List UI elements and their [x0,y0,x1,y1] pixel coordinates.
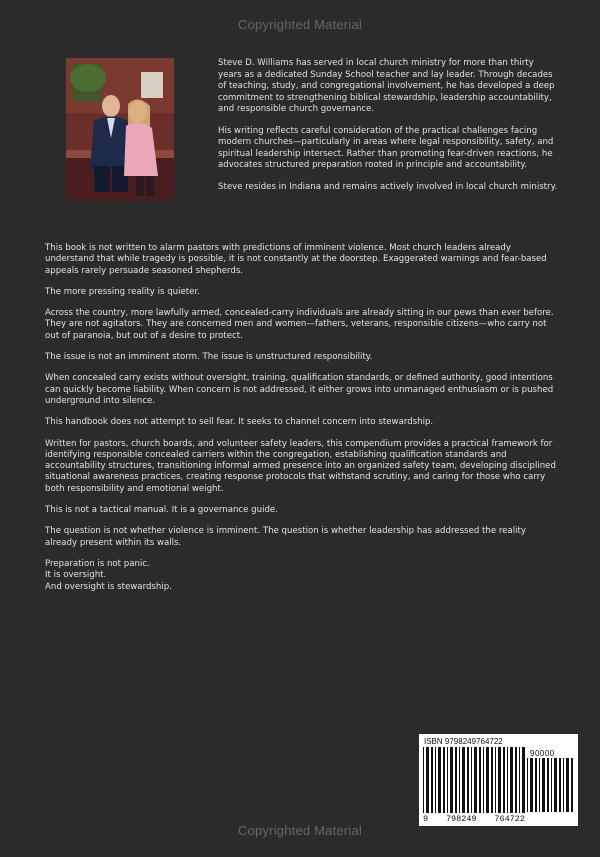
barcode-bar [530,758,533,812]
description-paragraph: When concealed carry exists without oversight, training, qualification standards, or defined authority, good intentions can quickly become liability. When concern is not addressed, it either grows into unmanaged enthusiasm or is pushed underground into silence. [45,373,554,406]
isbn-barcode [419,734,578,826]
barcode-bar [443,747,445,813]
description-paragraph: The question is not whether violence is imminent. The question is whether leadership has addressed the reality already present within its walls. [45,526,526,548]
barcode-bar [519,747,520,813]
barcode-bar [515,747,517,813]
description-paragraph: This is not a tactical manual. It is a governance guide. [45,505,278,516]
barcode-bar [522,747,525,813]
barcode-bar [447,747,448,813]
barcode-bar [474,747,477,813]
barcode-bar [551,758,552,812]
barcode-bar [450,747,453,813]
author-bio-paragraph: Steve D. Williams has served in local church ministry for more than thirty years as a dedicated Sunday School teacher and lay leader. Through decades of teaching, study, and congregational involvement, he has developed a deep commitment to strengthening biblical stewardship, leadership accountability, and responsible church governance. [218,58,555,114]
barcode-bar [547,758,549,812]
closing-lines [45,559,560,593]
description-paragraph: The issue is not an imminent storm. The issue is unstructured responsibility. [45,352,373,363]
barcode-bar [542,758,545,812]
addon-barcode-bars-icon [527,758,573,812]
author-bio-paragraph: Steve resides in Indiana and remains actively involved in local church ministry. [218,181,558,192]
description-paragraph: This handbook does not attempt to sell fear. It seeks to channel concern into stewardship. [45,417,434,428]
barcode-bar [510,747,513,813]
author-photo-image [66,58,174,201]
barcode-bar [495,747,496,813]
author-bio [218,58,558,203]
author-photo [66,58,174,201]
barcode-bar [486,747,489,813]
description-paragraph: Across the country, more lawfully armed, concealed-carry individuals are already sitting in our pews than ever before. They are not agitators. They are concerned men and women—fathers, veterans, responsible citizens—who carry not out of paranoia, but out of a desire to protect. [45,308,554,341]
barcode-bar [455,747,457,813]
barcode-bar [571,758,573,812]
description-paragraph: The more pressing reality is quieter. [45,286,200,297]
description-paragraph: This book is not written to alarm pastors with predictions of imminent violence. Most church leaders already understand that while tragedy is possible, it is not constantly at the doorstep. Exaggerated warnings and fear-based appeals rarely persuade seasoned shepherds. [45,243,547,276]
barcode-digit-group: 798249 [445,814,477,824]
barcode-digit-group: 9 [423,814,429,824]
description-paragraph: Written for pastors, church boards, and volunteer safety leaders, this compendium provides a practical framework for identifying responsible concealed carriers within the congregation, establishing qualification standards and accountability structures, transitioning informal armed presence into an organized safety team, developing disciplined situational awareness practices, creating response protocols that withstand scrutiny, and caring for those who carry both responsibility and emotional weight. [45,438,556,494]
barcode-bars-icon [423,747,525,813]
closing-line: And oversight is stewardship. [45,581,172,592]
book-description [45,243,560,593]
barcode-bar [539,758,540,812]
barcode-bar [479,747,481,813]
barcode-bar [471,747,472,813]
barcode-bar [423,747,424,813]
barcode-bar [467,747,469,813]
closing-line: It is oversight. [45,570,107,581]
barcode-bar [459,747,460,813]
barcode-bar [554,758,557,812]
barcode-bar [483,747,484,813]
barcode-bar [431,747,433,813]
barcode-digit-group: 764722 [494,814,525,824]
barcode-bar [426,747,429,813]
barcode-bar [438,747,441,813]
barcode-bar [535,758,537,812]
closing-line: Preparation is not panic. [45,558,150,569]
barcode-bar [503,747,505,813]
barcode-bar [435,747,436,813]
barcode-bar [462,747,465,813]
watermark-top: Copyrighted Material [238,17,362,32]
barcode-bar [559,758,561,812]
barcode-bar [507,747,508,813]
watermark-bottom: Copyrighted Material [238,823,362,838]
price-code: 90000 [530,749,555,758]
barcode-bar [491,747,493,813]
barcode-bar [498,747,501,813]
barcode-bar [527,758,528,812]
author-bio-paragraph: His writing reflects careful consideration of the practical challenges facing modern churches—particularly in areas where legal responsibility, safety, and spiritual leadership intersect. Rather than promoting fear-driven reactions, he advocates structured preparation rooted in principle and accountability. [218,125,554,170]
isbn-label: ISBN 9798249764722 [424,737,503,746]
barcode-bar [563,758,564,812]
barcode-bar [566,758,569,812]
